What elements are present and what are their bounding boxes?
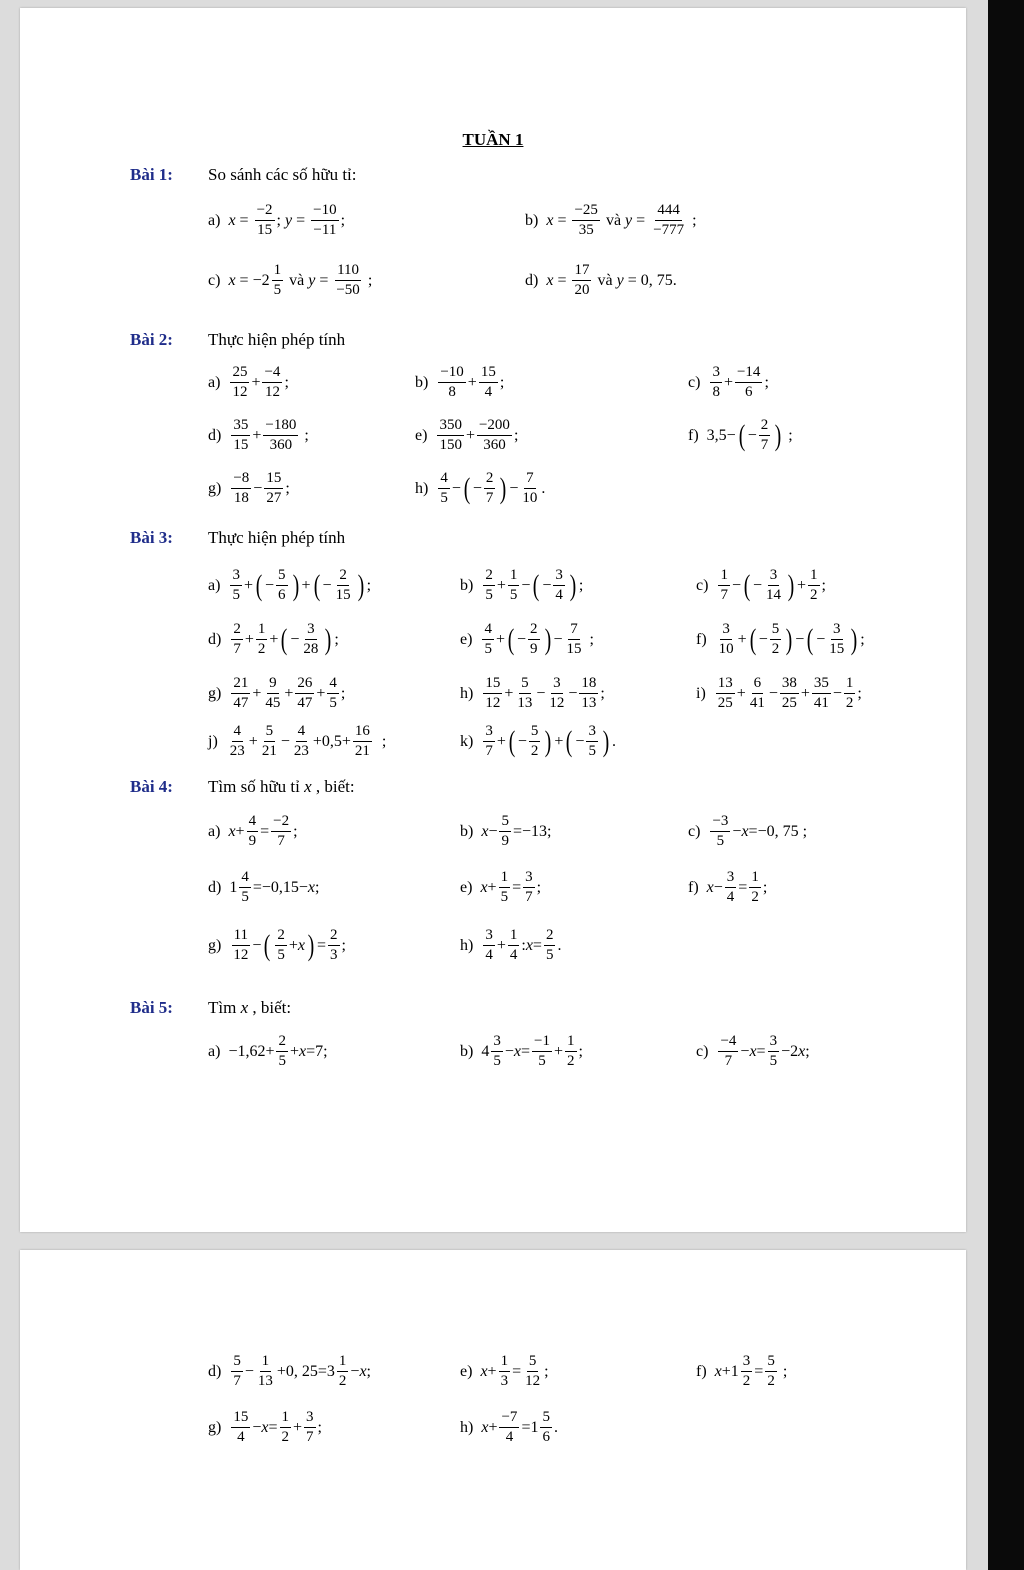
document-page-2 (20, 1250, 966, 1570)
bai3-b: b) $\frac{2}{5}$ + $\frac{1}{5}$ − ( − $\frac{3}{4}$ ) ; (460, 567, 584, 603)
bai4-d: d) 1 $\frac{4}{5}$ =−0,15− x ; (208, 869, 320, 905)
bai1-b: b) x = $\frac{-25}{35}$ và y = $\frac{444}{-777}$ ; (525, 202, 697, 238)
bai3-j: j) $\frac{4}{23}$ + $\frac{5}{21}$ − $\frac{4}{23}$ +0,5+ $\frac{16}{21}$ ; (208, 723, 387, 759)
bai1-a: a) x = $\frac{-2}{15}$ ; y = $\frac{-10}{-11}$ ; (208, 202, 346, 238)
bai4-e: e) x + $\frac{1}{5}$ = $\frac{3}{7}$ ; (460, 869, 542, 905)
bai3-f: f) $\frac{3}{10}$ + ( − $\frac{5}{2}$ ) − ( − $\frac{3}{15}$ ) ; (696, 621, 865, 657)
bai3-heading: Bài 3: Thực hiện phép tính (130, 528, 346, 547)
dark-side-strip (988, 0, 1024, 1570)
bai5-c: c) $\frac{-4}{7}$ − x = $\frac{3}{5}$ −2 x ; (696, 1033, 810, 1069)
bai4-c: c) $\frac{-3}{5}$ − x =−0, 75 ; (688, 813, 808, 849)
bai5-d: d) $\frac{5}{7}$ − $\frac{1}{13}$ +0, 25=3 $\frac{1}{2}$ − x ; (208, 1353, 371, 1389)
bai4-g: g) $\frac{11}{12}$ − ( $\frac{2}{5}$ + x ) = $\frac{2}{3}$ ; (208, 927, 346, 963)
bai2-h: h) $\frac{4}{5}$ − ( − $\frac{2}{7}$ ) − $\frac{7}{10}$ . (415, 470, 546, 506)
bai2-c: c) $\frac{3}{8}$ + $\frac{-14}{6}$ ; (688, 364, 769, 400)
bai2-e: e) $\frac{350}{150}$ + $\frac{-200}{360}$ ; (415, 417, 519, 453)
bai5-f: f) x +1 $\frac{3}{2}$ = $\frac{5}{2}$ ; (696, 1353, 788, 1389)
bai1-heading: Bài 1: So sánh các số hữu tỉ: (130, 165, 357, 184)
bai3-d: d) $\frac{2}{7}$ + $\frac{1}{2}$ + ( − $\frac{3}{28}$ ) ; (208, 621, 339, 657)
bai4-f: f) x − $\frac{3}{4}$ = $\frac{1}{2}$ ; (688, 869, 768, 905)
bai5-g: g) $\frac{15}{4}$ − x = $\frac{1}{2}$ + $\frac{3}{7}$ ; (208, 1409, 322, 1445)
bai3-e: e) $\frac{4}{5}$ + ( − $\frac{2}{9}$ ) − $\frac{7}{15}$ ; (460, 621, 594, 657)
bai3-c: c) $\frac{1}{7}$ − ( − $\frac{3}{14}$ ) + $\frac{1}{2}$ ; (696, 567, 826, 603)
document-page-1 (20, 8, 966, 1232)
bai2-g: g) $\frac{-8}{18}$ − $\frac{15}{27}$ ; (208, 470, 290, 506)
bai4-heading: Bài 4: Tìm số hữu tỉ x , biết: (130, 777, 355, 796)
bai4-b: b) x − $\frac{5}{9}$ =−13; (460, 813, 552, 849)
bai5-h: h) x + $\frac{-7}{4}$ =1 $\frac{5}{6}$ . (460, 1409, 558, 1445)
bai4-h: h) $\frac{3}{4}$ + $\frac{1}{4}$ : x = $\frac{2}{5}$ . (460, 927, 562, 963)
bai2-d: d) $\frac{35}{15}$ + $\frac{-180}{360}$ ; (208, 417, 309, 453)
page-title: TUẦN 1 (462, 130, 524, 149)
bai2-heading: Bài 2: Thực hiện phép tính (130, 330, 346, 349)
bai2-a: a) $\frac{25}{12}$ + $\frac{-4}{12}$ ; (208, 364, 289, 400)
bai4-a: a) x + $\frac{4}{9}$ = $\frac{-2}{7}$ ; (208, 813, 298, 849)
bai3-k: k) $\frac{3}{7}$ + ( − $\frac{5}{2}$ ) + ( − $\frac{3}{5}$ ) . (460, 723, 616, 759)
bai5-a: a) −1,62+ $\frac{2}{5}$ + x =7; (208, 1033, 328, 1069)
bai3-i: i) $\frac{13}{25}$ + $\frac{6}{41}$ − $\frac{38}{25}$ + $\frac{35}{41}$ − $\frac{1}{2}$ ; (696, 675, 862, 711)
bai3-h: h) $\frac{15}{12}$ + $\frac{5}{13}$ − $\frac{3}{12}$ − $\frac{18}{13}$ ; (460, 675, 605, 711)
bai5-e: e) x + $\frac{1}{3}$ = $\frac{5}{12}$ ; (460, 1353, 549, 1389)
bai3-a: a) $\frac{3}{5}$ + ( − $\frac{5}{6}$ ) + ( − $\frac{2}{15}$ ) ; (208, 567, 372, 603)
bai1-c: c) x = −2 $\frac{1}{5}$ và y = $\frac{110}{-50}$ ; (208, 262, 373, 298)
bai2-b: b) $\frac{-10}{8}$ + $\frac{15}{4}$ ; (415, 364, 505, 400)
bai3-g: g) $\frac{21}{47}$ + $\frac{9}{45}$ + $\frac{26}{47}$ + $\frac{4}{5}$ ; (208, 675, 346, 711)
bai5-heading: Bài 5: Tìm x , biết: (130, 998, 292, 1017)
bai1-d: d) x = $\frac{17}{20}$ và y = 0, 75 . (525, 262, 677, 298)
bai5-b: b) 4 $\frac{3}{5}$ − x = $\frac{-1}{5}$ + $\frac{1}{2}$ ; (460, 1033, 583, 1069)
bai2-f: f) 3,5− ( − $\frac{2}{7}$ ) ; (688, 417, 793, 453)
